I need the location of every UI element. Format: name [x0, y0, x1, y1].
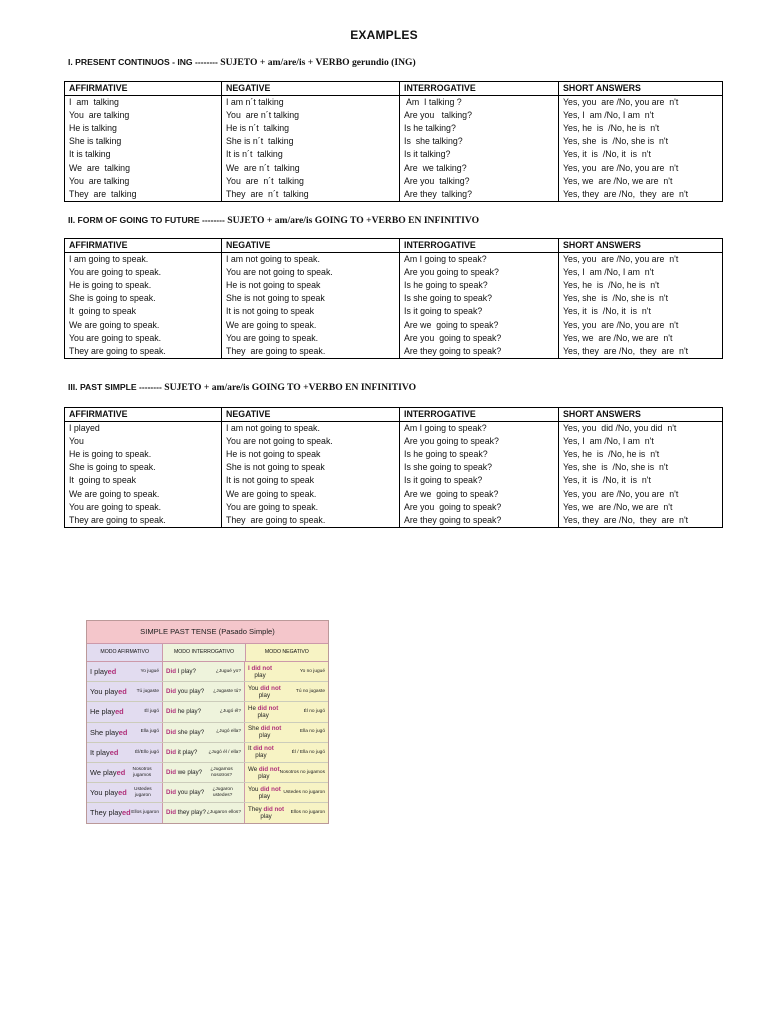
interrogative-cell: [163, 723, 245, 742]
table-row: [65, 305, 723, 318]
affirmative-english: [90, 728, 127, 737]
negative-cell: He is n´t talking: [222, 122, 400, 135]
short-answer-cell: Yes, he is /No, he is n't: [559, 448, 723, 461]
negative-cell: It is not going to speak: [222, 305, 400, 318]
interrogative-cell: Are you going to speak?: [400, 435, 559, 448]
affirmative-cell: She is going to speak.: [65, 461, 222, 474]
affirmative-cell: I am talking: [65, 96, 222, 110]
table-row: [65, 266, 723, 279]
affirmative-cell: You are talking: [65, 109, 222, 122]
interrogative-cell: [163, 763, 245, 782]
question-text: you play?: [177, 789, 205, 797]
table-row: [65, 514, 723, 528]
did-not-auxiliary: did not: [258, 765, 280, 773]
negative-cell: [245, 682, 328, 701]
interrogative-cell: [163, 682, 245, 701]
negative-subject: We: [248, 765, 258, 773]
table-row: [65, 345, 723, 359]
interrogative-cell: [163, 783, 245, 802]
interrogative-english: [166, 769, 202, 776]
list-item: [87, 702, 328, 722]
table-row: [65, 487, 723, 500]
affirmative-cell: They are going to speak.: [65, 514, 222, 528]
short-answer-cell: Yes, it is /No, it is n't: [559, 474, 723, 487]
short-answer-cell: Yes, we are /No, we are n't: [559, 501, 723, 514]
affirmative-spanish: Yo jugué: [140, 668, 159, 674]
affirmative-cell: She is going to speak.: [65, 292, 222, 305]
affirmative-spanish: Tú jugaste: [136, 689, 159, 695]
table-row: [65, 161, 723, 174]
negative-cell: [245, 702, 328, 721]
negative-cell: They are going to speak.: [222, 345, 400, 359]
question-text: I play?: [177, 668, 196, 676]
interrogative-spanish: ¿Jugó él / ella?: [208, 749, 241, 755]
negative-verb: play: [258, 691, 271, 699]
short-answer-cell: Yes, she is /No, she is n't: [559, 461, 723, 474]
did-not-auxiliary: did not: [260, 785, 281, 793]
interrogative-english: [166, 708, 201, 715]
interrogative-cell: Is it going to speak?: [400, 305, 559, 318]
negative-subject: You: [248, 684, 259, 692]
affirmative-cell: It going to speak: [65, 474, 222, 487]
interrogative-cell: Are they going to speak?: [400, 514, 559, 528]
short-answer-cell: Yes, we are /No, we are n't: [559, 175, 723, 188]
did-not-auxiliary: I did not: [248, 664, 273, 672]
interrogative-cell: Is it going to speak?: [400, 474, 559, 487]
table-row: [65, 96, 723, 110]
affirmative-cell: I am going to speak.: [65, 253, 222, 267]
affirmative-cell: They are talking: [65, 188, 222, 202]
section-2-heading: [68, 215, 479, 226]
interrogative-cell: Are we going to speak?: [400, 318, 559, 331]
short-answer-cell: Yes, they are /No, they are n't: [559, 345, 723, 359]
short-answer-cell: Yes, it is /No, it is n't: [559, 148, 723, 161]
negative-cell: She is not going to speak: [222, 292, 400, 305]
table-row: [65, 122, 723, 135]
negative-subject: They: [248, 805, 262, 813]
affirmative-cell: He is going to speak.: [65, 448, 222, 461]
affirmative-cell: I played: [65, 422, 222, 436]
negative-subject: It: [248, 745, 252, 753]
table-row: [65, 318, 723, 331]
table-row: [65, 435, 723, 448]
short-answer-cell: Yes, she is /No, she is n't: [559, 135, 723, 148]
negative-english: [248, 766, 280, 780]
question-text: you play?: [177, 688, 205, 696]
affirmative-cell: You are talking: [65, 175, 222, 188]
ed-suffix: ed: [107, 667, 117, 677]
going-to-future-table: [64, 238, 723, 359]
header-modo-negativo: MODO NEGATIVO: [246, 644, 328, 661]
verb-base: He play: [90, 707, 116, 717]
affirmative-cell: He is talking: [65, 122, 222, 135]
interrogative-cell: Is she going to speak?: [400, 292, 559, 305]
verb-base: They play: [90, 808, 123, 818]
interrogative-cell: Is she going to speak?: [400, 461, 559, 474]
negative-verb: play: [258, 772, 270, 780]
negative-english: [248, 806, 284, 820]
negative-spanish: Ella no jugó: [299, 729, 325, 735]
header-affirmative: AFFIRMATIVE: [65, 239, 222, 253]
negative-english: [248, 786, 281, 800]
interrogative-english: [166, 729, 204, 736]
simple-past-tense-header: [87, 644, 328, 662]
affirmative-cell: [87, 702, 163, 721]
table-row: [65, 253, 723, 267]
table-row: [65, 135, 723, 148]
short-answer-cell: Yes, he is /No, he is n't: [559, 279, 723, 292]
negative-cell: It is n´t talking: [222, 148, 400, 161]
past-simple-table: [64, 407, 723, 528]
table-row: [65, 292, 723, 305]
did-auxiliary: Did: [166, 769, 176, 777]
interrogative-cell: Are you talking?: [400, 109, 559, 122]
affirmative-english: [90, 768, 125, 777]
interrogative-cell: Are we talking?: [400, 161, 559, 174]
negative-cell: I am not going to speak.: [222, 253, 400, 267]
negative-english: [248, 745, 274, 759]
verb-base: It play: [90, 747, 110, 757]
table-row: [65, 279, 723, 292]
interrogative-english: [166, 688, 204, 695]
did-auxiliary: Did: [166, 668, 176, 676]
did-auxiliary: Did: [166, 789, 176, 797]
interrogative-cell: Am I going to speak?: [400, 422, 559, 436]
short-answer-cell: Yes, you are /No, you are n't: [559, 96, 723, 110]
simple-past-tense-rows: [87, 662, 328, 823]
header-negative: NEGATIVE: [222, 82, 400, 96]
ed-suffix: ed: [116, 768, 126, 778]
interrogative-cell: Am I going to speak?: [400, 253, 559, 267]
negative-cell: We are going to speak.: [222, 487, 400, 500]
negative-cell: [245, 763, 328, 782]
affirmative-cell: [87, 682, 163, 701]
question-text: we play?: [177, 769, 203, 777]
question-text: he play?: [177, 708, 202, 716]
did-auxiliary: Did: [166, 728, 176, 736]
interrogative-spanish: ¿Jugamos nosotros?: [210, 767, 233, 778]
negative-subject: You: [248, 785, 259, 793]
affirmative-cell: [87, 803, 163, 822]
did-not-auxiliary: did not: [257, 704, 279, 712]
section-3-heading-prefix: III. PAST SIMPLE --------: [68, 382, 162, 392]
ed-suffix: ed: [118, 687, 127, 697]
affirmative-english: [90, 808, 131, 817]
affirmative-spanish: Ustedes jugaron: [134, 787, 152, 798]
negative-cell: You are going to speak.: [222, 501, 400, 514]
affirmative-cell: You: [65, 435, 222, 448]
affirmative-spanish: Nosotros jugamos: [132, 767, 152, 778]
affirmative-cell: It is talking: [65, 148, 222, 161]
header-interrogative: INTERROGATIVE: [400, 82, 559, 96]
negative-cell: You are going to speak.: [222, 332, 400, 345]
affirmative-cell: We are talking: [65, 161, 222, 174]
table-row: [65, 332, 723, 345]
affirmative-english: [90, 707, 124, 716]
header-affirmative: AFFIRMATIVE: [65, 408, 222, 422]
negative-verb: play: [260, 812, 272, 820]
negative-english: [248, 665, 272, 679]
table-row: [65, 448, 723, 461]
header-interrogative: INTERROGATIVE: [400, 239, 559, 253]
negative-cell: You are n´t talking: [222, 109, 400, 122]
negative-cell: They are going to speak.: [222, 514, 400, 528]
header-interrogative: INTERROGATIVE: [400, 408, 559, 422]
interrogative-english: [166, 789, 204, 796]
interrogative-cell: Are you going to speak?: [400, 501, 559, 514]
ed-suffix: ed: [115, 707, 124, 717]
affirmative-cell: We are going to speak.: [65, 318, 222, 331]
short-answer-cell: Yes, you are /No, you are n't: [559, 253, 723, 267]
table-row: [65, 188, 723, 202]
interrogative-cell: Are we going to speak?: [400, 487, 559, 500]
affirmative-cell: [87, 743, 163, 762]
short-answer-cell: Yes, I am /No, I am n't: [559, 109, 723, 122]
affirmative-cell: [87, 763, 163, 782]
header-negative: NEGATIVE: [222, 408, 400, 422]
negative-english: [248, 705, 278, 719]
interrogative-english: [166, 668, 196, 675]
question-text: they play?: [177, 809, 206, 817]
ed-suffix: ed: [109, 747, 119, 757]
verb-base: You play: [90, 788, 119, 798]
negative-cell: We are going to speak.: [222, 318, 400, 331]
affirmative-cell: They are going to speak.: [65, 345, 222, 359]
negative-cell: You are not going to speak.: [222, 435, 400, 448]
interrogative-cell: Am I talking ?: [400, 96, 559, 110]
table-body: [65, 253, 723, 359]
negative-verb: play: [257, 711, 269, 719]
affirmative-english: [90, 788, 127, 797]
section-3-heading-formula: SUJETO + am/are/is GOING TO +VERBO EN INFINITIVO: [164, 382, 417, 393]
negative-english: [248, 725, 281, 739]
did-auxiliary: Did: [166, 748, 176, 756]
header-short-answers: SHORT ANSWERS: [559, 408, 723, 422]
affirmative-english: [90, 667, 116, 676]
negative-spanish: Ustedes no jugaron: [283, 790, 325, 796]
verb-base: We play: [90, 768, 117, 778]
verb-base: She play: [90, 727, 119, 737]
negative-spanish: Él / Ella no jugó: [291, 749, 325, 755]
did-auxiliary: Did: [166, 708, 176, 716]
short-answer-cell: Yes, you are /No, you are n't: [559, 161, 723, 174]
simple-past-tense-chart: [86, 620, 329, 824]
did-not-auxiliary: did not: [260, 725, 282, 733]
interrogative-cell: Are you going to speak?: [400, 332, 559, 345]
section-3-heading: [68, 382, 416, 393]
short-answer-cell: Yes, you did /No, you did n't: [559, 422, 723, 436]
short-answer-cell: Yes, you are /No, you are n't: [559, 487, 723, 500]
section-2-heading-prefix: II. FORM OF GOING TO FUTURE --------: [68, 215, 225, 225]
negative-cell: He is not going to speak: [222, 448, 400, 461]
affirmative-cell: He is going to speak.: [65, 279, 222, 292]
short-answer-cell: Yes, he is /No, he is n't: [559, 122, 723, 135]
table-row: [65, 109, 723, 122]
short-answer-cell: Yes, we are /No, we are n't: [559, 332, 723, 345]
table-body: [65, 96, 723, 202]
affirmative-english: [90, 748, 118, 757]
negative-cell: You are not going to speak.: [222, 266, 400, 279]
affirmative-cell: You are going to speak.: [65, 501, 222, 514]
header-affirmative: AFFIRMATIVE: [65, 82, 222, 96]
section-1-heading-prefix: I. PRESENT CONTINUOS - ING --------: [68, 57, 218, 67]
ed-suffix: ed: [122, 808, 131, 818]
negative-cell: We are n´t talking: [222, 161, 400, 174]
short-answer-cell: Yes, it is /No, it is n't: [559, 305, 723, 318]
negative-subject: He: [248, 704, 256, 712]
simple-past-tense-title: SIMPLE PAST TENSE (Pasado Simple): [87, 621, 328, 644]
interrogative-cell: [163, 662, 245, 681]
affirmative-spanish: Él jugó: [144, 709, 159, 715]
interrogative-spanish: ¿Jugó él?: [219, 709, 241, 715]
interrogative-spanish: ¿Jugaron ellos?: [206, 810, 241, 816]
short-answer-cell: Yes, they are /No, they are n't: [559, 188, 723, 202]
interrogative-cell: [163, 743, 245, 762]
table-body: [65, 422, 723, 528]
negative-english: [248, 685, 281, 699]
ed-suffix: ed: [118, 788, 127, 798]
negative-cell: It is not going to speak: [222, 474, 400, 487]
affirmative-cell: [87, 662, 163, 681]
short-answer-cell: Yes, I am /No, I am n't: [559, 435, 723, 448]
negative-verb: play: [255, 752, 267, 760]
list-item: [87, 743, 328, 763]
interrogative-cell: Are you talking?: [400, 175, 559, 188]
affirmative-cell: [87, 783, 163, 802]
negative-cell: They are n´t talking: [222, 188, 400, 202]
interrogative-cell: Are they talking?: [400, 188, 559, 202]
did-auxiliary: Did: [166, 688, 176, 696]
interrogative-cell: Are you going to speak?: [400, 266, 559, 279]
did-not-auxiliary: did not: [263, 805, 285, 813]
affirmative-spanish: Él/Ello jugó: [135, 749, 159, 755]
interrogative-spanish: ¿Jugaste tú?: [213, 689, 241, 695]
negative-spanish: Tú no jugaste: [295, 689, 325, 695]
short-answer-cell: Yes, they are /No, they are n't: [559, 514, 723, 528]
table-row: [65, 175, 723, 188]
negative-subject: She: [248, 725, 260, 733]
list-item: [87, 682, 328, 702]
list-item: [87, 783, 328, 803]
negative-cell: [245, 803, 328, 822]
short-answer-cell: Yes, I am /No, I am n't: [559, 266, 723, 279]
negative-verb: play: [258, 792, 271, 800]
negative-spanish: Ellos no jugaron: [290, 810, 325, 816]
affirmative-cell: [87, 723, 163, 742]
affirmative-cell: You are going to speak.: [65, 332, 222, 345]
negative-spanish: Nosotros no jugamos: [279, 769, 325, 775]
negative-cell: [245, 662, 328, 681]
table-header-row: [65, 82, 723, 96]
interrogative-english: [166, 749, 197, 756]
affirmative-cell: You are going to speak.: [65, 266, 222, 279]
table-row: [65, 501, 723, 514]
list-item: [87, 803, 328, 822]
table-header-row: [65, 408, 723, 422]
section-2-heading-formula: SUJETO + am/are/is GOING TO +VERBO EN INFINITIVO: [227, 215, 480, 226]
question-text: she play?: [177, 728, 205, 736]
interrogative-cell: [163, 803, 245, 822]
negative-cell: She is n´t talking: [222, 135, 400, 148]
present-continuous-table: [64, 81, 723, 202]
negative-verb: play: [254, 671, 266, 679]
negative-cell: [245, 723, 328, 742]
interrogative-cell: Is he talking?: [400, 122, 559, 135]
table-row: [65, 474, 723, 487]
negative-cell: You are n´t talking: [222, 175, 400, 188]
list-item: [87, 763, 328, 783]
ed-suffix: ed: [118, 727, 128, 737]
list-item: [87, 662, 328, 682]
interrogative-cell: Are they going to speak?: [400, 345, 559, 359]
negative-cell: I am not going to speak.: [222, 422, 400, 436]
header-modo-afirmativo: MODO AFIRMATIVO: [87, 644, 163, 661]
question-text: it play?: [177, 748, 198, 756]
interrogative-cell: Is he going to speak?: [400, 448, 559, 461]
affirmative-cell: It going to speak: [65, 305, 222, 318]
header-negative: NEGATIVE: [222, 239, 400, 253]
table-row: [65, 461, 723, 474]
interrogative-cell: Is he going to speak?: [400, 279, 559, 292]
affirmative-english: [90, 687, 127, 696]
verb-base: I play: [90, 667, 108, 677]
affirmative-spanish: Ellos jugaron: [131, 810, 159, 816]
short-answer-cell: Yes, she is /No, she is n't: [559, 292, 723, 305]
did-auxiliary: Did: [166, 809, 176, 817]
table-header-row: [65, 239, 723, 253]
negative-cell: [245, 783, 328, 802]
page-title: EXAMPLES: [350, 28, 418, 42]
negative-verb: play: [259, 732, 271, 740]
table-row: [65, 422, 723, 436]
negative-cell: I am n´t talking: [222, 96, 400, 110]
interrogative-cell: Is she talking?: [400, 135, 559, 148]
interrogative-spanish: ¿Jugué yo?: [215, 668, 241, 674]
interrogative-spanish: ¿Jugó ella?: [216, 729, 241, 735]
interrogative-cell: Is it talking?: [400, 148, 559, 161]
negative-spanish: Él no jugó: [303, 709, 325, 715]
affirmative-cell: We are going to speak.: [65, 487, 222, 500]
negative-cell: [245, 743, 328, 762]
short-answer-cell: Yes, you are /No, you are n't: [559, 318, 723, 331]
interrogative-english: [166, 809, 206, 816]
list-item: [87, 723, 328, 743]
section-1-heading-formula: SUJETO + am/are/is + VERBO gerundio (ING): [220, 57, 416, 68]
interrogative-spanish: ¿Jugaron ustedes?: [212, 787, 233, 798]
header-modo-interrogativo: MODO INTERROGATIVO: [163, 644, 245, 661]
verb-base: You play: [90, 687, 119, 697]
did-not-auxiliary: did not: [260, 684, 281, 692]
header-short-answers: SHORT ANSWERS: [559, 82, 723, 96]
section-1-heading: [68, 57, 416, 68]
negative-cell: She is not going to speak: [222, 461, 400, 474]
header-short-answers: SHORT ANSWERS: [559, 239, 723, 253]
table-row: [65, 148, 723, 161]
negative-spanish: Yo no jugué: [299, 668, 325, 674]
interrogative-cell: [163, 702, 245, 721]
did-not-auxiliary: did not: [253, 745, 274, 753]
affirmative-cell: She is talking: [65, 135, 222, 148]
negative-cell: He is not going to speak: [222, 279, 400, 292]
affirmative-spanish: Ella jugó: [140, 729, 159, 735]
